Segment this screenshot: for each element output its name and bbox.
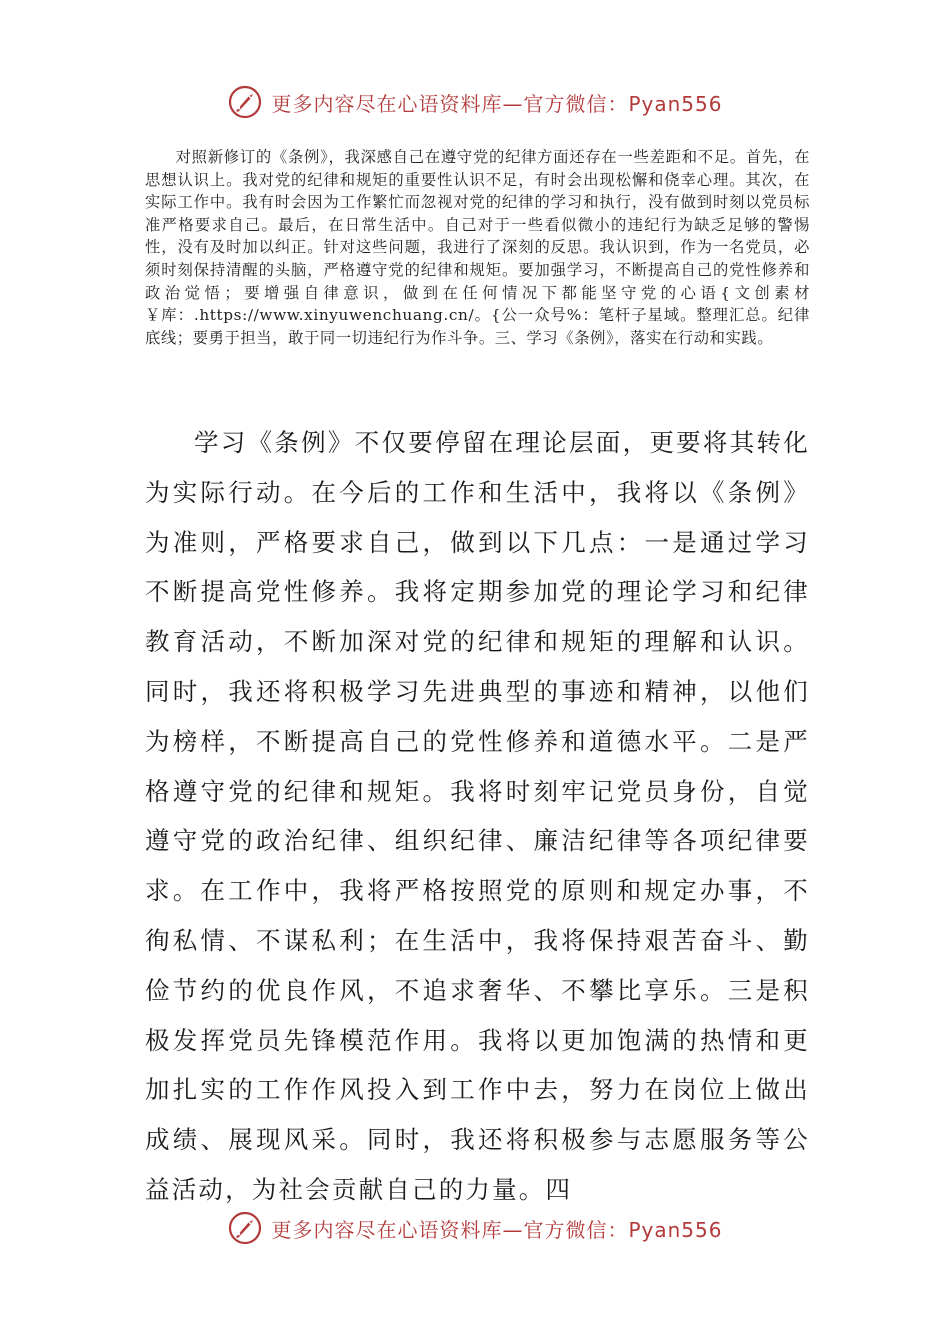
main-paragraph: 学习《条例》不仅要停留在理论层面，更要将其转化为实际行动。在今后的工作和生活中，我将以《条例》为准则，严格要求自己，做到以下几点：一是通过学习不断提高党性修养。我将定期参加党的理论学习和纪律教育活动，不断加深对党的纪律和规矩的理解和认识。同时，我还将积极学习先进典型的事迹和精神，以他们为榜样，不断提高自己的党性修养和道德水平。二是严格遵守党的纪律和规矩。我将时刻牢记党员身份，自觉遵守党的政治纪律、组织纪律、廉洁纪律等各项纪律要求。在工作中，我将严格按照党的原则和规定办事，不徇私情、不谋私利；在生活中，我将保持艰苦奋斗、勤俭节约的优良作风，不追求奢华、不攀比享乐。三是积极发挥党员先锋模范作用。我将以更加饱满的热情和更加扎实的工作作风投入到工作中去，努力在岗位上做出成绩、展现风采。同时，我还将积极参与志愿服务等公益活动，为社会贡献自己的力量。四 — [145, 428, 810, 1204]
pen-nib-circle-icon — [227, 84, 263, 120]
header-banner — [0, 80, 950, 124]
footer-banner-text: 更多内容尽在心语资料库—官方微信：Pyan556 — [271, 1217, 723, 1242]
header-banner-text: 更多内容尽在心语资料库—官方微信：Pyan556 — [271, 91, 723, 116]
intro-paragraph: 对照新修订的《条例》，我深感自己在遵守党的纪律方面还存在一些差距和不足。首先，在思想认识上。我对党的纪律和规矩的重要性认识不足，有时会出现松懈和侥幸心理。其次，在实际工作中。我有时会因为工作繁忙而忽视对党的纪律的学习和执行，没有做到时刻以党员标准严格要求自己。最后，在日常生活中。自己对于一些看似微小的违纪行为缺乏足够的警惕性，没有及时加以纠正。针对这些问题，我进行了深刻的反思。我认识到，作为一名党员，必须时刻保持清醒的头脑，严格遵守党的纪律和规矩。要加强学习，不断提高自己的党性修养和政治觉悟；要增强自律意识，做到在任何情况下都能坚守党的心语{文创素材￥库：.https://www.xinyuwenchuang.cn/。{公一众号%：笔杆子星域。整理汇总。纪律底线；要勇于担当，敢于同一切违纪行为作斗争。三、学习《条例》，落实在行动和实践。 — [145, 148, 810, 347]
pen-nib-circle-icon — [227, 1210, 263, 1246]
footer-banner — [0, 1206, 950, 1250]
